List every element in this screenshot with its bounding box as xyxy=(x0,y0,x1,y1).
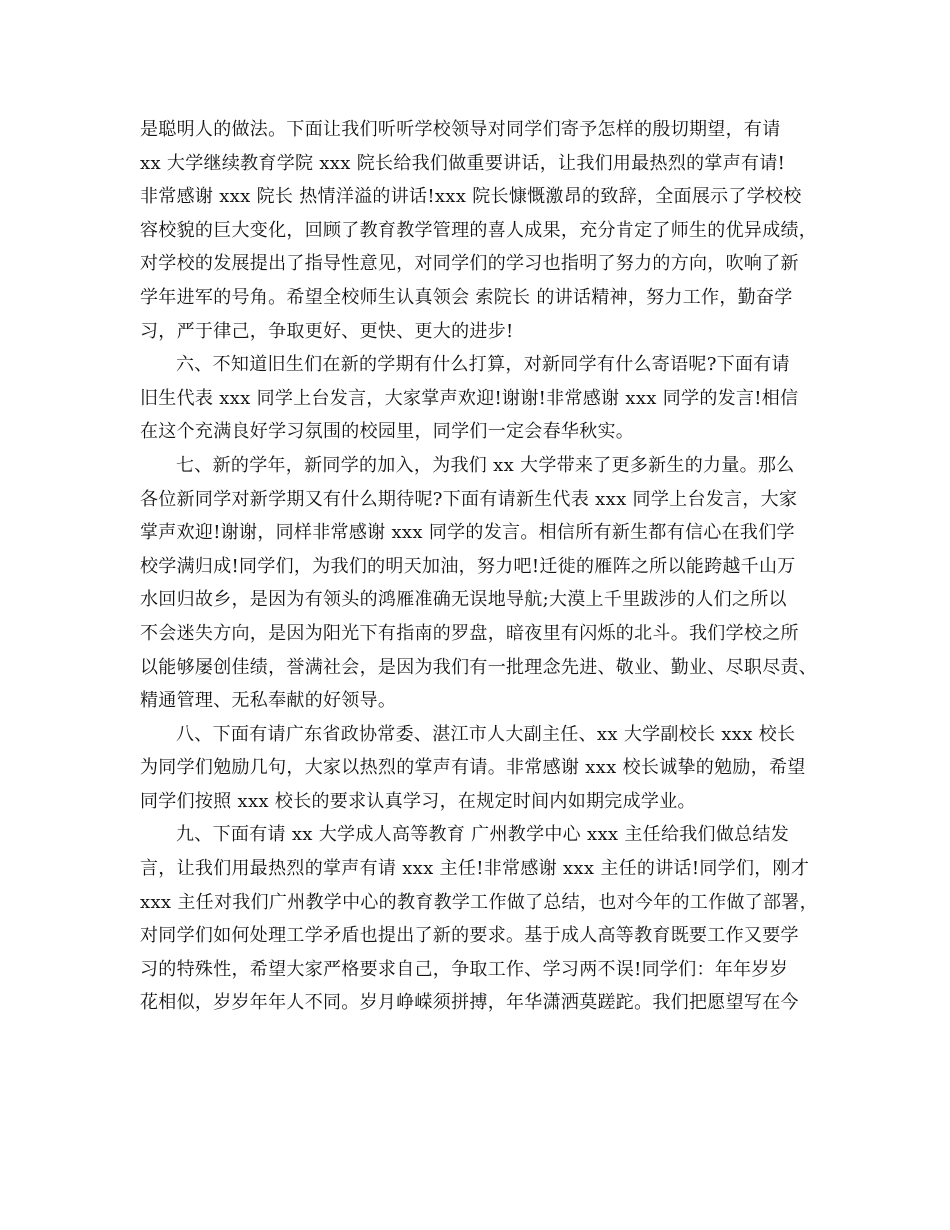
text-line: 非常感谢 xxx 院长 热情洋溢的讲话!xxx 院长慷慨激昂的致辞，全面展示了学校校 xyxy=(140,186,802,208)
text-line: xx 大学继续教育学院 xxx 院长给我们做重要讲话，让我们用最热烈的掌声有请! xyxy=(140,152,786,174)
text-line: 以能够屡创佳绩，誉满社会，是因为我们有一批理念先进、敬业、勤业、尽职尽责、 xyxy=(140,656,818,678)
text-line: 是聪明人的做法。下面让我们听听学校领导对同学们寄予怎样的殷切期望，有请 xyxy=(140,119,781,140)
text-line: 习，严于律己，争取更好、更快、更大的进步! xyxy=(140,320,514,342)
text-line: 为同学们勉励几句，大家以热烈的掌声有请。非常感谢 xxx 校长诚挚的勉励，希望 xyxy=(140,757,806,779)
text-line: 对学校的发展提出了指导性意见，对同学们的学习也指明了努力的方向，吹响了新 xyxy=(140,253,799,275)
text-line: 各位新同学对新学期又有什么期待呢?下面有请新生代表 xxx 同学上台发言，大家 xyxy=(140,488,798,510)
paragraph-first-line: 七、新的学年，新同学的加入，为我们 xx 大学带来了更多新生的力量。那么 xyxy=(176,454,795,476)
text-line: 对同学们如何处理工学矛盾也提出了新的要求。基于成人高等教育既要工作又要学 xyxy=(140,925,799,947)
paragraph-first-line: 九、下面有请 xx 大学成人高等教育 广州教学中心 xxx 主任给我们做总结发 xyxy=(176,824,790,846)
text-line: xxx 主任对我们广州教学中心的教育教学工作做了总结，也对今年的工作做了部署， xyxy=(140,891,818,913)
text-line: 校学满归成!同学们，为我们的明天加油，努力吧!迁徙的雁阵之所以能跨越千山万 xyxy=(140,555,796,577)
text-line: 容校貌的巨大变化，回顾了教育教学管理的喜人成果，充分肯定了师生的优异成绩， xyxy=(140,219,818,241)
paragraph-first-line: 六、不知道旧生们在新的学期有什么打算，对新同学有什么寄语呢?下面有请 xyxy=(176,354,790,376)
text-line: 言，让我们用最热烈的掌声有请 xxx 主任!非常感谢 xxx 主任的讲话!同学们，刚才 xyxy=(140,858,810,880)
text-line: 水回归故乡，是因为有领头的鸿雁准确无误地导航;大漠上千里跋涉的人们之所以 xyxy=(140,589,787,611)
text-line: 习的特殊性，希望大家严格要求自己，争取工作、学习两不误!同学们：年年岁岁 xyxy=(140,958,789,980)
text-line: 旧生代表 xxx 同学上台发言，大家掌声欢迎!谢谢!非常感谢 xxx 同学的发言!相信 xyxy=(140,387,799,409)
text-line: 不会迷失方向，是因为阳光下有指南的罗盘，暗夜里有闪烁的北斗。我们学校之所 xyxy=(140,622,799,644)
paragraph-first-line: 八、下面有请广东省政协常委、湛江市人大副主任、xx 大学副校长 xxx 校长 xyxy=(176,723,796,745)
text-line: 学年进军的号角。希望全校师生认真领会 索院长 的讲话精神，努力工作，勤奋学 xyxy=(140,286,793,308)
text-line: 精通管理、无私奉献的好领导。 xyxy=(140,690,397,712)
document-body xyxy=(140,113,830,1020)
text-line: 掌声欢迎!谢谢，同样非常感谢 xxx 同学的发言。相信所有新生都有信心在我们学 xyxy=(140,522,795,544)
text-line: 同学们按照 xxx 校长的要求认真学习，在规定时间内如期完成学业。 xyxy=(140,790,696,812)
text-line: 花相似，岁岁年年人不同。岁月峥嵘须拼搏，年华潇洒莫蹉跎。我们把愿望写在今 xyxy=(140,992,799,1014)
text-line: 在这个充满良好学习氛围的校园里，同学们一定会春华秋实。 xyxy=(140,421,635,443)
